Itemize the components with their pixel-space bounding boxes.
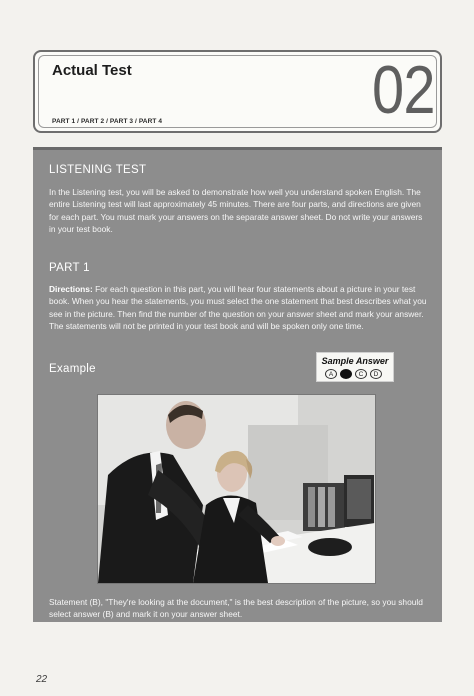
example-photo: [97, 394, 376, 584]
directions-text: For each question in this part, you will hear four statements about a picture in your test book. When you hear the statements, you must select the one statement that best describes what you see in the picture. Then find the number of the question on your answer sheet and mark your answer. The statements will not be printed in your test book and will be spoken only one time.: [49, 284, 427, 331]
page-title: Actual Test: [52, 62, 132, 79]
answer-bubble-c: C: [355, 369, 367, 379]
answer-bubble-a: A: [325, 369, 337, 379]
part1-directions: [49, 283, 427, 332]
page-number: 22: [36, 674, 48, 685]
sample-answer-label: Sample Answer: [321, 356, 389, 366]
example-caption: Statement (B), "They're looking at the document," is the best description of the picture, so you should select answer (B) and mark it on your answer sheet.: [49, 597, 423, 620]
office-photo-illustration: [98, 395, 375, 583]
listening-panel: [33, 147, 442, 622]
listening-intro-text: In the Listening test, you will be asked to demonstrate how well you understand spoken English. The entire Listening test will last approximately 45 minutes. There are four parts, and directions are given for each part. You must mark your answers on the separate answer sheet. Do not write your answers in your test book.: [49, 187, 423, 234]
answer-bubbles: [325, 369, 382, 379]
answer-bubble-b-filled: [340, 369, 352, 379]
parts-breadcrumb: PART 1 / PART 2 / PART 3 / PART 4: [52, 118, 163, 125]
sample-answer-box: [316, 352, 394, 382]
listening-test-heading: LISTENING TEST: [49, 164, 147, 176]
chapter-header: [33, 50, 442, 133]
part1-heading: PART 1: [49, 262, 90, 274]
example-heading: Example: [49, 363, 96, 375]
chapter-number: 02: [372, 52, 435, 128]
answer-bubble-d: D: [370, 369, 382, 379]
directions-label: Directions:: [49, 284, 93, 294]
